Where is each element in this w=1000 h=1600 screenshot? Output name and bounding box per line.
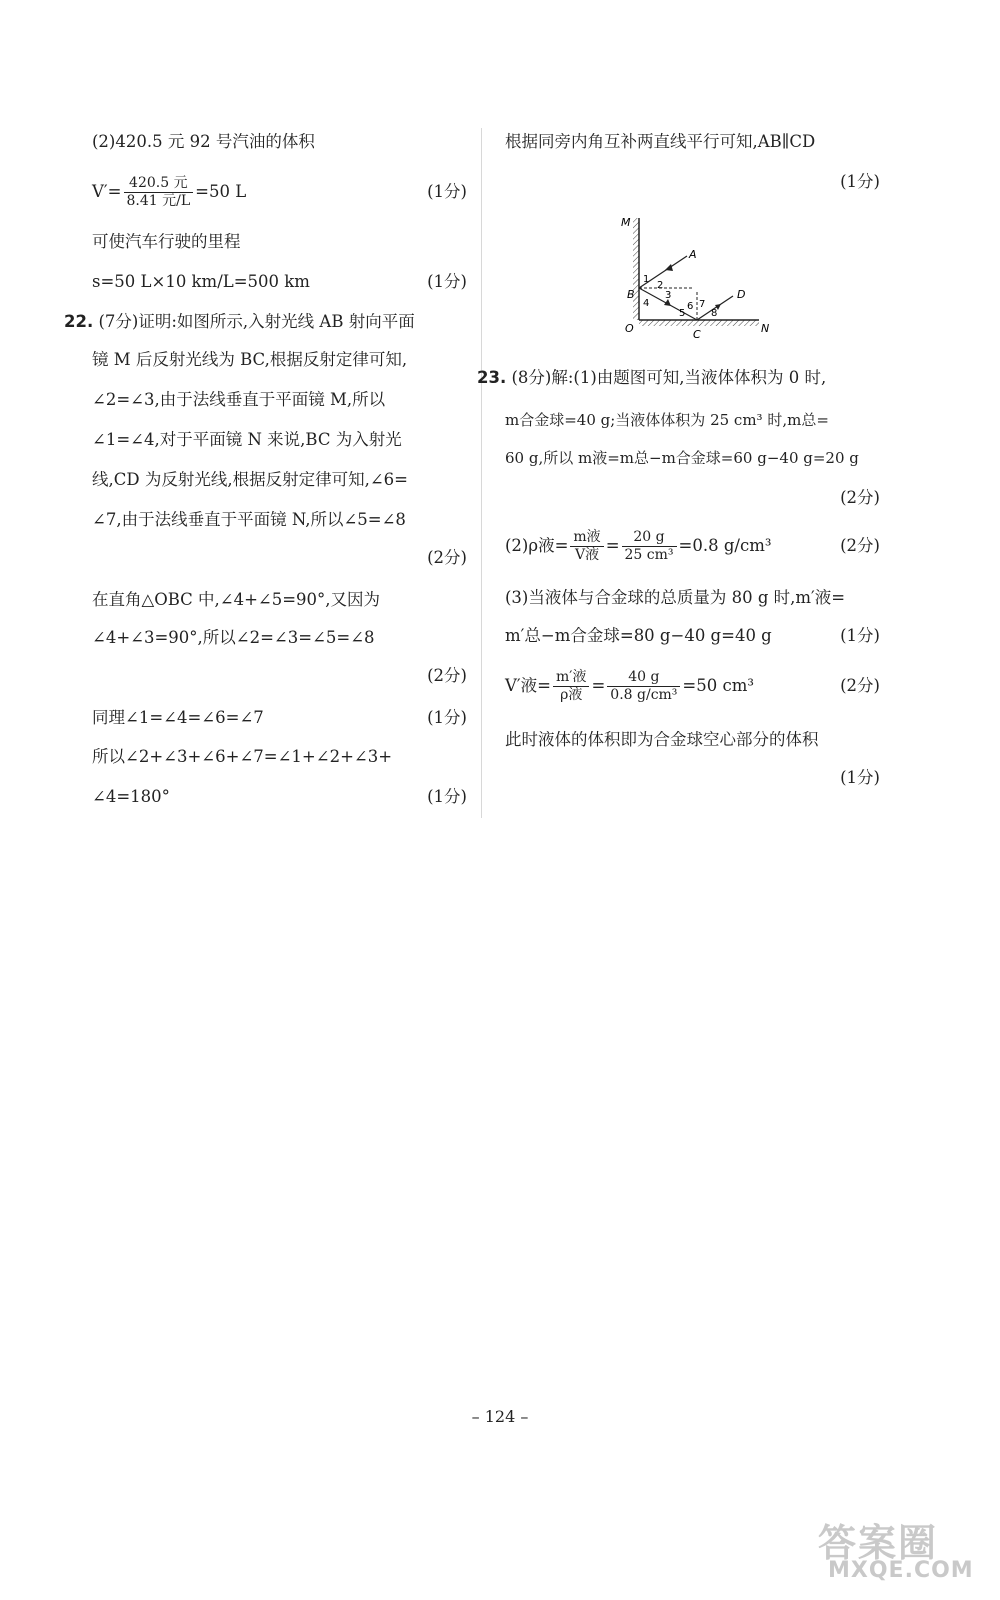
label-m: M xyxy=(621,216,631,229)
formula-prefix: V′= xyxy=(92,182,122,201)
label-c: C xyxy=(693,328,701,341)
angle-label-6: 6 xyxy=(687,301,694,312)
fraction-denominator: 0.8 g/cm³ xyxy=(610,687,678,703)
text-line: 根据同旁内角互补两直线平行可知,AB∥CD xyxy=(505,132,816,151)
text-line: ∠4+∠3=90°,所以∠2=∠3=∠5=∠8 xyxy=(92,628,375,647)
fraction-numerator: m液 xyxy=(570,529,603,547)
fraction-numerator: 20 g xyxy=(622,529,677,547)
text-line: ∠1=∠4,对于平面镜 N 来说,BC 为入射光 xyxy=(92,430,402,449)
text-line: m合金球=40 g;当液体体积为 25 cm³ 时,m总= xyxy=(505,411,829,429)
fraction xyxy=(553,669,589,704)
score-label: (1分) xyxy=(427,272,467,291)
formula-suffix: =0.8 g/cm³ xyxy=(678,536,772,555)
formula-volume xyxy=(92,172,246,212)
text-line: 60 g,所以 m液=m总−m合金球=60 g−40 g=20 g xyxy=(505,449,859,467)
mirror-n-hatching xyxy=(639,320,759,326)
score-label: (2分) xyxy=(427,666,467,685)
score-label: (1分) xyxy=(840,626,880,645)
formula-prefix: (2)ρ液= xyxy=(505,536,569,555)
question-23-line xyxy=(477,366,826,390)
score-label: (2分) xyxy=(427,548,467,567)
fraction-numerator: 40 g xyxy=(607,669,680,687)
formula-suffix: =50 cm³ xyxy=(682,676,754,695)
fraction-denominator: V液 xyxy=(574,547,600,563)
angle-label-5: 5 xyxy=(679,308,686,319)
watermark-bottom: MXQE.COM xyxy=(828,1558,974,1583)
label-o: O xyxy=(625,322,634,335)
angle-label-3: 3 xyxy=(665,290,672,301)
angle-label-4: 4 xyxy=(643,298,650,309)
score-label: (1分) xyxy=(427,182,467,201)
text-line: s=50 L×10 km/L=500 km xyxy=(92,272,310,291)
text-line: ∠4=180° xyxy=(92,787,170,806)
score-label: (1分) xyxy=(840,172,880,191)
equals-sign: = xyxy=(591,676,606,695)
angle-label-1: 1 xyxy=(643,274,650,285)
text-line: (2)420.5 元 92 号汽油的体积 xyxy=(92,132,315,151)
angle-label-7: 7 xyxy=(699,299,706,310)
score-label: (2分) xyxy=(840,488,880,507)
text-line: 所以∠2+∠3+∠6+∠7=∠1+∠2+∠3+ xyxy=(92,747,393,766)
column-divider xyxy=(481,128,482,818)
score-label: (1分) xyxy=(427,787,467,806)
fraction xyxy=(622,529,677,564)
label-b: B xyxy=(627,288,635,301)
score-label: (2分) xyxy=(840,536,880,555)
page-number: – 124 – xyxy=(471,1407,529,1426)
text-line: 线,CD 为反射光线,根据反射定律可知,∠6= xyxy=(92,470,408,489)
formula-suffix: =50 L xyxy=(195,182,247,201)
text-line: 可使汽车行驶的里程 xyxy=(92,232,241,251)
fraction xyxy=(570,529,603,564)
fraction-numerator: m′液 xyxy=(553,669,589,687)
watermark-logo xyxy=(818,1512,988,1592)
angle-label-8: 8 xyxy=(711,308,718,319)
score-label: (1分) xyxy=(840,768,880,787)
text-span: (8分)解:(1)由题图可知,当液体体积为 0 时, xyxy=(511,368,827,387)
score-label: (2分) xyxy=(840,676,880,695)
formula-hollow-volume xyxy=(505,666,754,706)
text-line: m′总−m合金球=80 g−40 g=40 g xyxy=(505,626,772,645)
score-label: (1分) xyxy=(427,708,467,727)
text-span: (7分)证明:如图所示,入射光线 AB 射向平面 xyxy=(98,312,415,331)
fraction-denominator: 25 cm³ xyxy=(624,547,674,563)
question-number: 23. xyxy=(477,368,507,387)
watermark-top: 答案圈 xyxy=(818,1521,939,1565)
label-d: D xyxy=(737,288,746,301)
text-line: (3)当液体与合金球的总质量为 80 g 时,m′液= xyxy=(505,588,846,607)
fraction xyxy=(607,669,680,704)
label-a: A xyxy=(689,248,697,261)
angle-label-2: 2 xyxy=(657,280,664,291)
arrow-ab xyxy=(665,264,673,271)
text-line: ∠7,由于法线垂直于平面镜 N,所以∠5=∠8 xyxy=(92,510,406,529)
fraction-denominator: ρ液 xyxy=(560,687,583,703)
question-number: 22. xyxy=(64,312,94,331)
fraction-denominator: 8.41 元/L xyxy=(126,193,191,209)
mirror-m-hatching xyxy=(633,218,639,320)
text-line: 在直角△OBC 中,∠4+∠5=90°,又因为 xyxy=(92,590,381,609)
text-line: ∠2=∠3,由于法线垂直于平面镜 M,所以 xyxy=(92,390,386,409)
text-line: 镜 M 后反射光线为 BC,根据反射定律可知, xyxy=(92,350,408,369)
formula-prefix: V′液= xyxy=(505,676,551,695)
question-22-line xyxy=(64,310,415,334)
formula-density xyxy=(505,526,771,566)
fraction-numerator: 420.5 元 xyxy=(124,175,194,193)
text-line: 此时液体的体积即为合金球空心部分的体积 xyxy=(505,730,819,749)
fraction xyxy=(124,175,194,210)
equals-sign: = xyxy=(605,536,620,555)
text-line: 同理∠1=∠4=∠6=∠7 xyxy=(92,708,264,727)
mirror-reflection-diagram xyxy=(613,208,773,348)
label-n: N xyxy=(761,322,770,335)
